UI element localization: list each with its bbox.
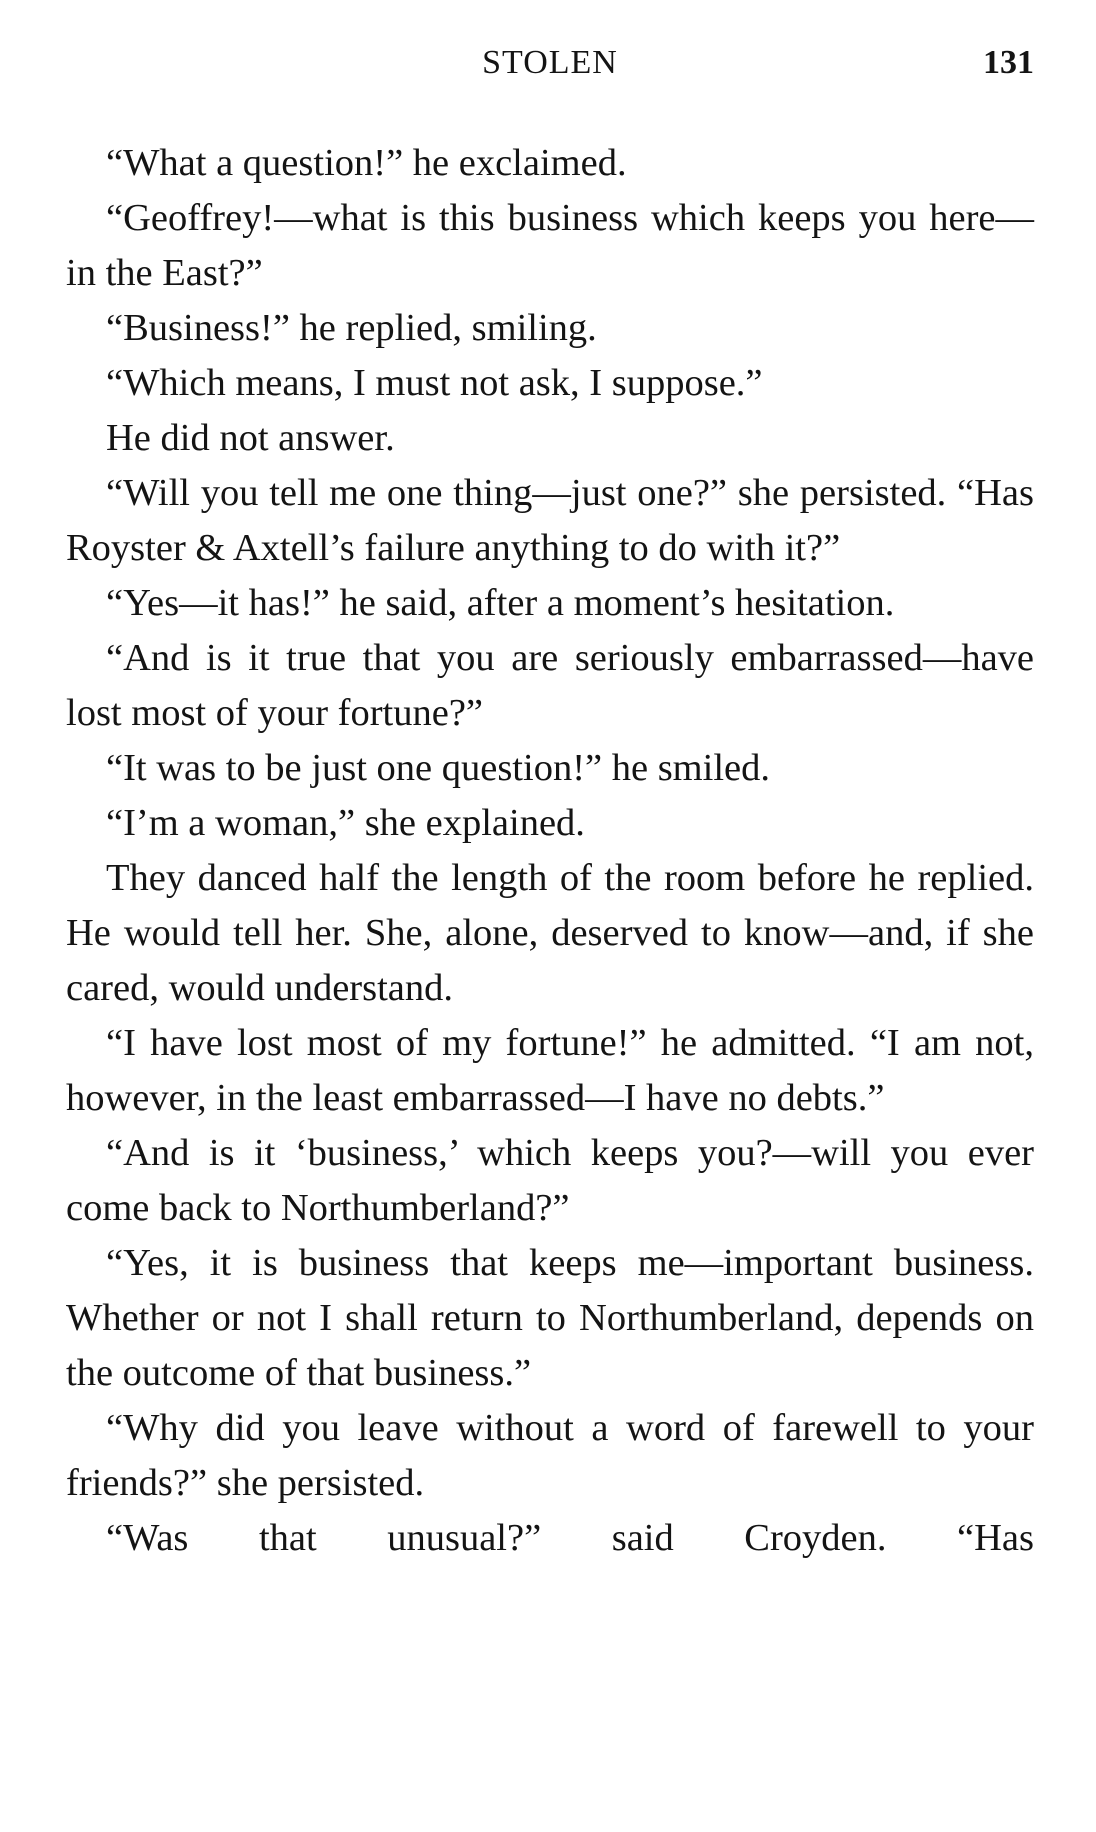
paragraph: “I have lost most of my fortune!” he admitted. “I am not, however, in the least embarrassed—I have no debts.” bbox=[66, 1022, 1034, 1119]
running-title: STOLEN bbox=[482, 44, 618, 81]
paragraph: “Geoffrey!—what is this business which keeps you here—in the East?” bbox=[66, 197, 1034, 294]
paragraph: “Why did you leave without a word of farewell to your friends?” she persisted. bbox=[66, 1407, 1034, 1504]
paragraph: He did not answer. bbox=[106, 417, 395, 459]
paragraph: “Yes, it is business that keeps me—important business. Whether or not I shall return to Northumberland, depends on the outcome of that business.” bbox=[66, 1242, 1034, 1394]
page-number: 131 bbox=[983, 44, 1034, 81]
paragraph: “And is it true that you are seriously embarrassed—have lost most of your fortune?” bbox=[66, 637, 1034, 734]
paragraph: “What a question!” he exclaimed. bbox=[106, 142, 627, 184]
paragraph: “And is it ‘business,’ which keeps you?—will you ever come back to Northumberland?” bbox=[66, 1132, 1034, 1229]
paragraph: “Was that unusual?” said Croyden. “Has bbox=[106, 1517, 1034, 1559]
body-text bbox=[66, 136, 1034, 1566]
paragraph: “Yes—it has!” he said, after a moment’s hesitation. bbox=[106, 582, 895, 624]
paragraph: They danced half the length of the room before he replied. He would tell her. She, alone, deserved to know—and, if she cared, would understand. bbox=[66, 857, 1034, 1009]
paragraph: “It was to be just one question!” he smiled. bbox=[106, 747, 770, 789]
running-head bbox=[66, 44, 1034, 92]
paragraph: “Business!” he replied, smiling. bbox=[106, 307, 597, 349]
paragraph: “Which means, I must not ask, I suppose.” bbox=[106, 362, 763, 404]
paragraph: “Will you tell me one thing—just one?” she persisted. “Has Royster & Axtell’s failure anything to do with it?” bbox=[66, 472, 1034, 569]
paragraph: “I’m a woman,” she explained. bbox=[106, 802, 585, 844]
